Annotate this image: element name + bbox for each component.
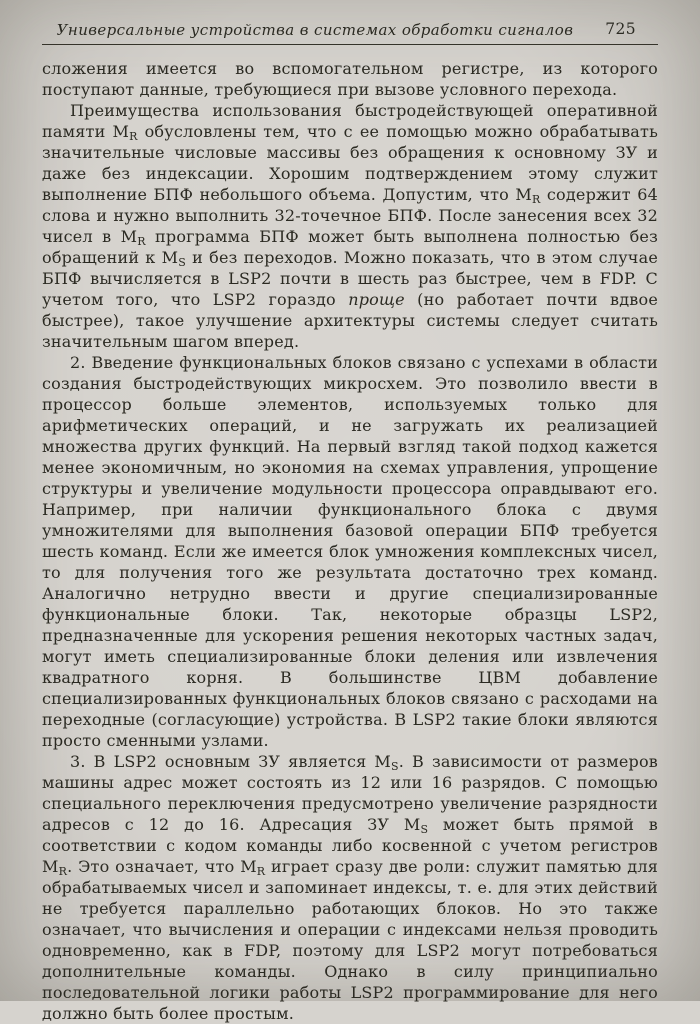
subscript: R [58, 865, 68, 878]
paragraph [42, 100, 658, 352]
italic-text: проще [348, 290, 405, 309]
paragraph [42, 751, 658, 1024]
text-run: Преимущества использования быстродействующей оперативной памяти M [42, 101, 658, 141]
page-number: 725 [605, 20, 636, 38]
paragraph [42, 58, 658, 100]
text-run: . Это означает, что M [67, 857, 257, 876]
subscript: S [391, 760, 399, 773]
text-run: программа БПФ может быть выполнена полностью без обращений к M [42, 227, 658, 267]
text-run: 2. Введение функциональных блоков связано с успехами в области создания быстродействующих микросхем. Это позволило ввести в процессор больше элементов, используемых только для арифметических операций, и не загружать их реализацией множества других функций. На первый взгляд такой подход кажется менее экономичным, но экономия на схемах управления, упрощение структуры и увеличение модульности процессора оправдывают его. Например, при наличии функционального блока с двумя умножителями для выполнения базовой операции БПФ требуется шесть команд. Если же имеется блок умножения комплексных чисел, то для получения того же результата достаточно трех команд. Аналогично нетрудно ввести и другие специализированные функциональные блоки. Так, некоторые образцы LSP2, предназначенные для ускорения решения некоторых частных задач, могут иметь специализированные блоки деления или извлечения квадратного корня. В большинстве ЦВМ добавление специализированных функциональных блоков связано с расходами на переходные (согласующие) устройства. В LSP2 такие блоки являются просто сменными узлами. [42, 353, 658, 750]
text-run: содержит 64 слова и нужно выполнить 32-точечное БПФ. После занесения всех 32 чисел в M [42, 185, 658, 246]
head-rule [42, 44, 658, 45]
paragraph [42, 352, 658, 751]
subscript: R [129, 130, 138, 143]
subscript: S [420, 823, 429, 836]
running-head [42, 20, 658, 42]
running-head-title: Универсальные устройства в системах обработки сигналов [56, 21, 574, 39]
subscript: R [137, 235, 146, 248]
text-run: сложения имеется во вспомогательном регистре, из которого поступают данные, требующиеся при вызове условного перехода. [42, 59, 658, 99]
text-run: играет сразу две роли: служит памятью для обрабатываемых чисел и запоминает индексы, т. е. для этих действий не требуется параллельно работающих блоков. Но это также означает, что вычисления и операции с индексами нельзя проводить одновременно, как в FDP, поэтому для LSP2 могут потребоваться дополнительные команды. Однако в силу принципиально последовательной логики работы LSP2 программирование для него должно быть более простым. [42, 857, 658, 1023]
subscript: R [531, 193, 541, 206]
subscript: R [256, 865, 266, 878]
text-run: обусловлены тем, что с ее помощью можно обрабатывать значительные числовые массивы без обращения к основному ЗУ и даже без индексации. Хорошим подтверждением этому служит выполнение БПФ небольшого объема. Допустим, что M [42, 122, 658, 204]
page-body [42, 58, 658, 1024]
text-run: может быть прямой в соответствии с кодом команды либо косвенной с учетом регистров M [42, 815, 659, 876]
text-run: . В зависимости от размеров машины адрес может состоять из 12 или 16 разрядов. С помощью специального переключения предусмотрено увеличение разрядности адресов с 12 до 16. Адресация ЗУ M [42, 752, 658, 834]
subscript: S [178, 256, 186, 269]
text-run: и без переходов. Можно показать, что в этом случае БПФ вычисляется в LSP2 почти в шесть раз быстрее, чем в FDP. С учетом того, что LSP2 гораздо [42, 248, 658, 309]
text-run: (но работает почти вдвое быстрее), такое улучшение архитектуры системы следует считать значительным шагом вперед. [42, 290, 658, 351]
text-run: 3. В LSP2 основным ЗУ является M [70, 752, 391, 771]
